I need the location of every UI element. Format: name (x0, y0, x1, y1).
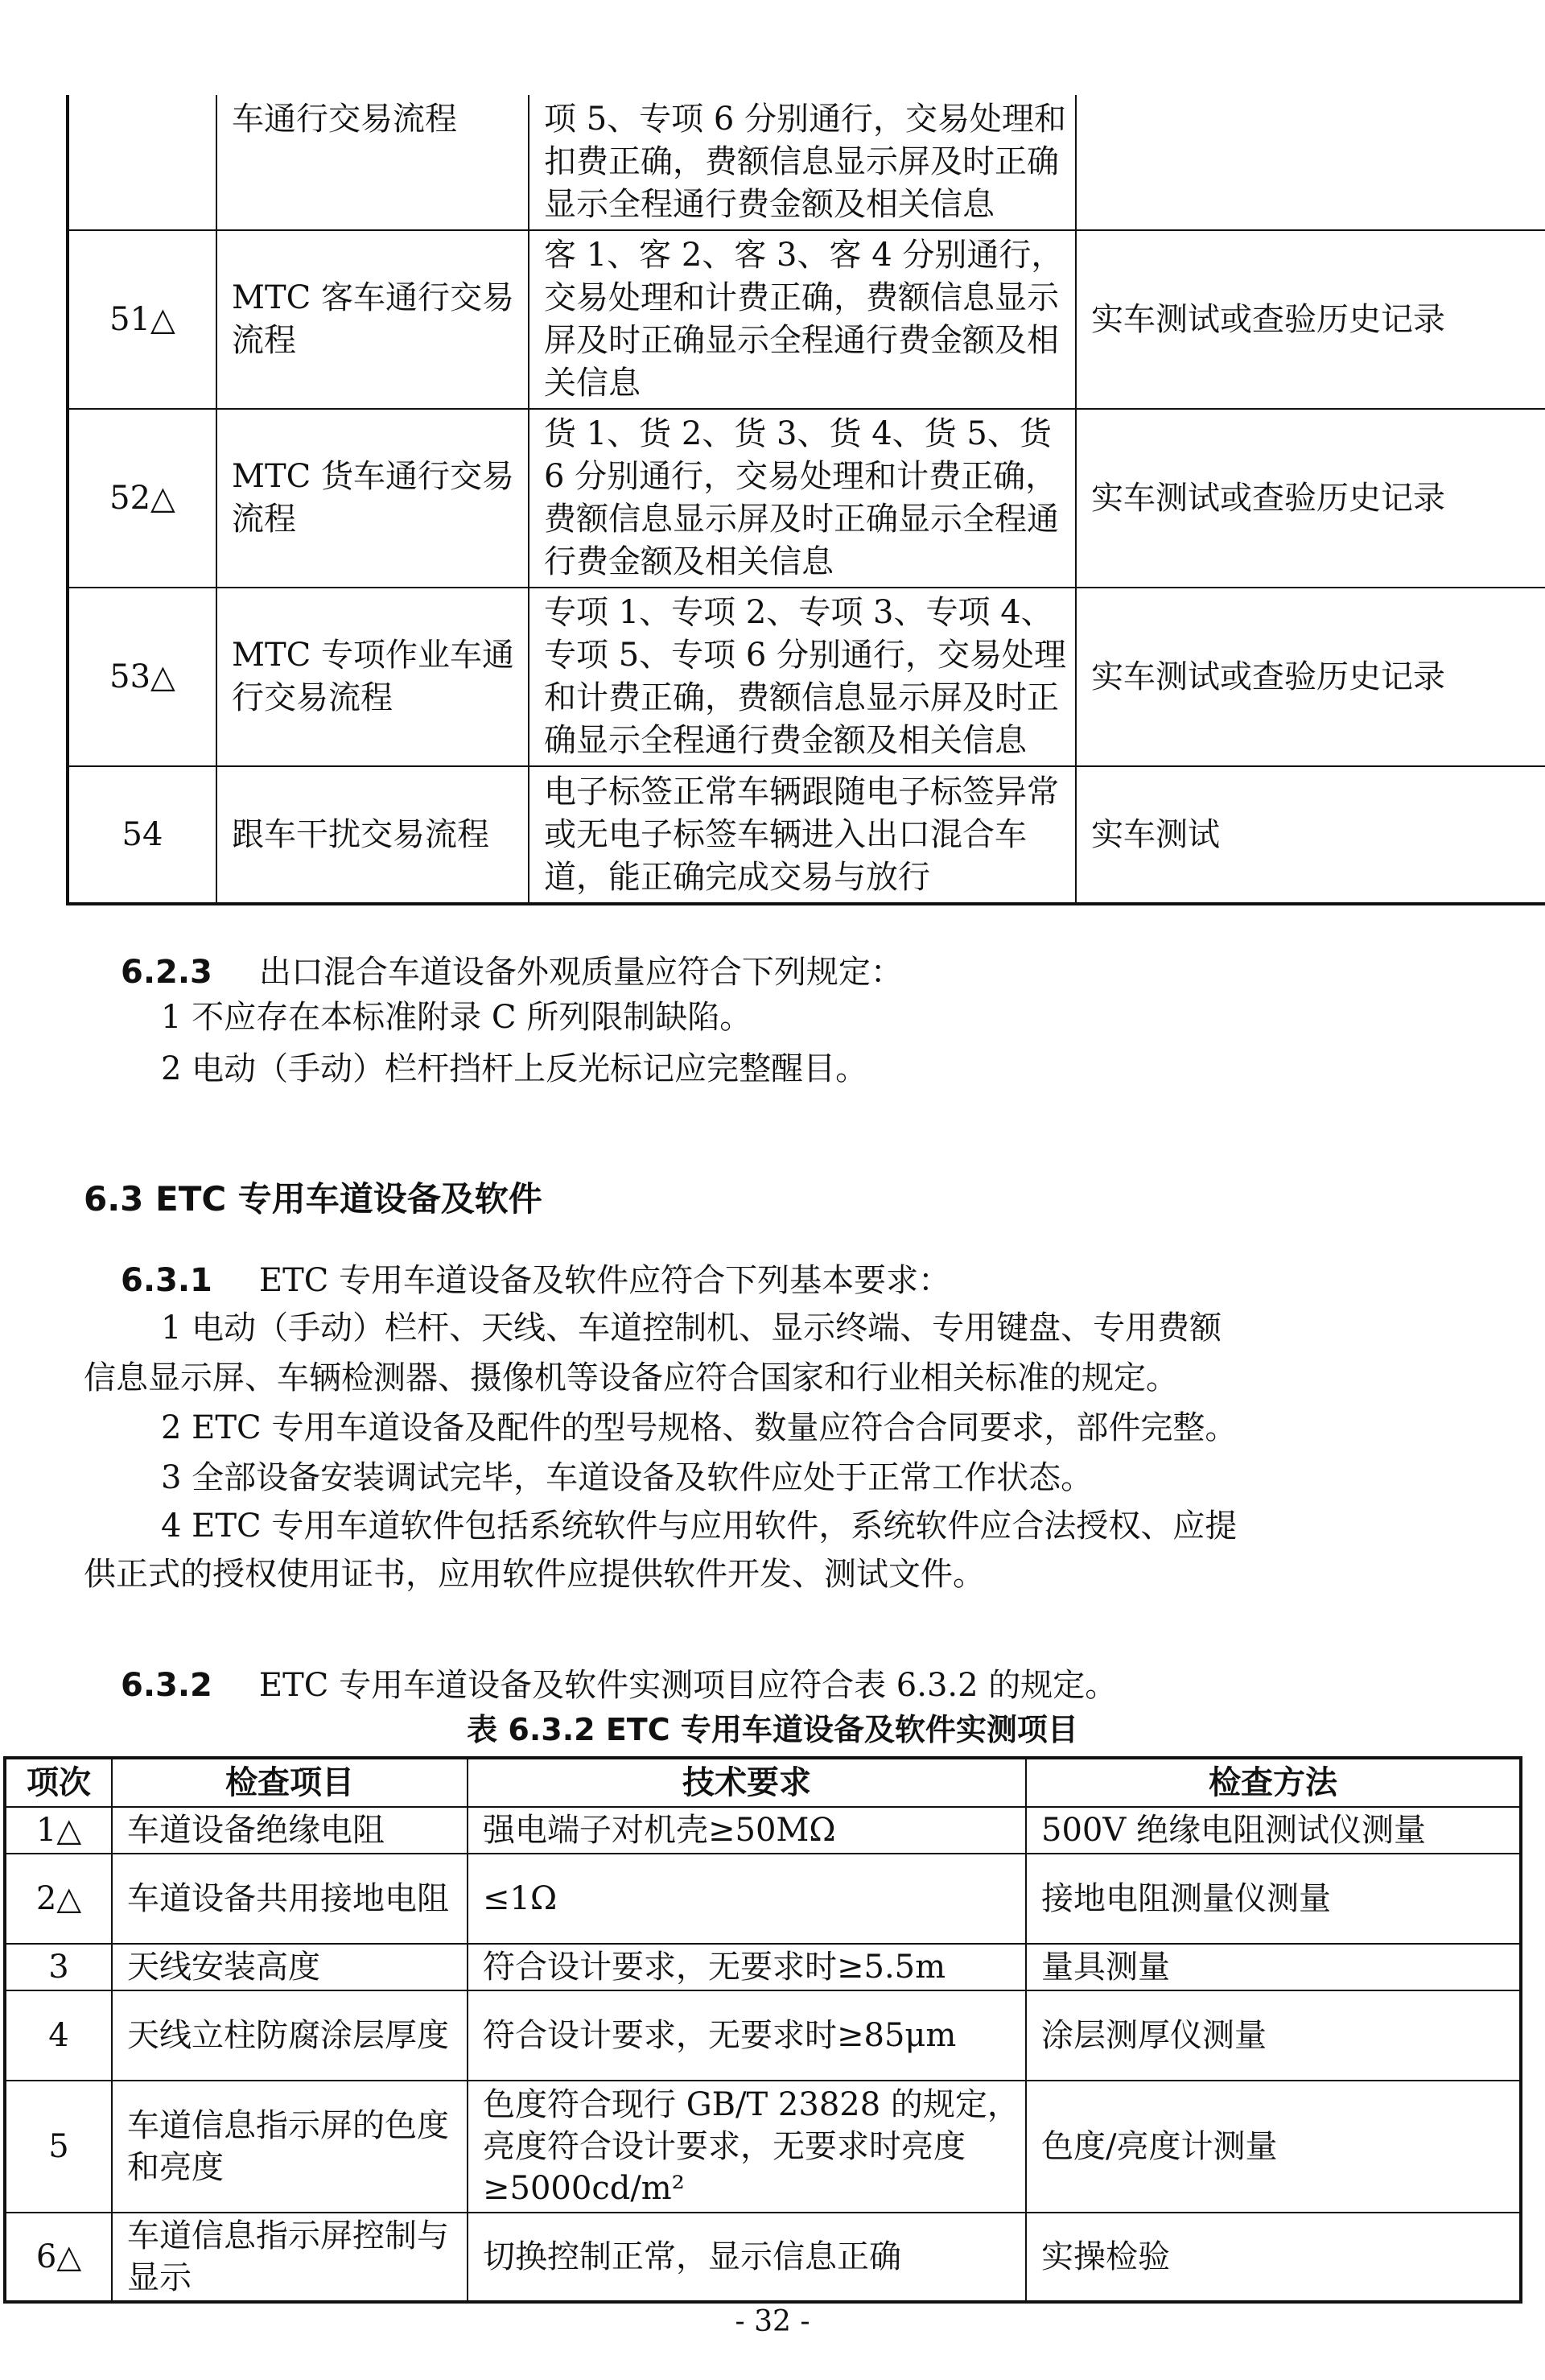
row-number: 2△ (5, 1854, 112, 1944)
clause-6-2-3 (121, 950, 903, 995)
technical-requirement: 专项 1、专项 2、专项 3、专项 4、专项 5、专项 6 分别通行，交易处理和计费正确，费额信息显示屏及时正确显示全程通行费金额及相关信息 (529, 588, 1076, 766)
check-method: 实操检验 (1026, 2213, 1521, 2302)
clause-item: 2 电动（手动）栏杆挡杆上反光标记应完整醒目。 (161, 1050, 868, 1087)
check-item: MTC 客车通行交易流程 (216, 230, 529, 409)
table-row (68, 766, 1545, 904)
row-number: 5 (5, 2081, 112, 2213)
check-method: 实车测试或查验历史记录 (1076, 230, 1545, 409)
technical-requirement: 强电端子对机壳≥50MΩ (468, 1807, 1026, 1854)
paragraph-line: 2 ETC 专用车道设备及配件的型号规格、数量应符合合同要求，部件完整。 (161, 1409, 1238, 1446)
check-item: 车道设备绝缘电阻 (112, 1807, 468, 1854)
column-header: 项次 (5, 1758, 112, 1807)
check-item: 车道信息指示屏控制与显示 (112, 2213, 468, 2302)
table-6-3-2 (3, 1756, 1522, 2304)
paragraph-line: 供正式的授权使用证书，应用软件应提供软件开发、测试文件。 (84, 1556, 985, 1593)
technical-requirement: 切换控制正常，显示信息正确 (468, 2213, 1026, 2302)
check-method: 量具测量 (1026, 1944, 1521, 1990)
table-row (68, 95, 1545, 230)
column-header: 技术要求 (468, 1758, 1026, 1807)
table-row (68, 230, 1545, 409)
check-item: MTC 货车通行交易流程 (216, 409, 529, 588)
technical-requirement: 符合设计要求，无要求时≥85μm (468, 1990, 1026, 2081)
table-header-row (5, 1758, 1521, 1807)
technical-requirement: 电子标签正常车辆跟随电子标签异常或无电子标签车辆进入出口混合车道，能正确完成交易与放行 (529, 766, 1076, 904)
row-number: 6△ (5, 2213, 112, 2302)
row-number (68, 95, 216, 230)
check-method: 涂层测厚仪测量 (1026, 1990, 1521, 2081)
technical-requirement: 符合设计要求，无要求时≥5.5m (468, 1944, 1026, 1990)
paragraph-line: 1 电动（手动）栏杆、天线、车道控制机、显示终端、专用键盘、专用费额 (161, 1310, 1222, 1347)
row-number: 54 (68, 766, 216, 904)
column-header: 检查项目 (112, 1758, 468, 1807)
row-number: 1△ (5, 1807, 112, 1854)
check-item: 跟车干扰交易流程 (216, 766, 529, 904)
row-number: 51△ (68, 230, 216, 409)
clause-item: 1 不应存在本标准附录 C 所列限制缺陷。 (161, 999, 752, 1036)
row-number: 3 (5, 1944, 112, 1990)
paragraph-line: 信息显示屏、车辆检测器、摄像机等设备应符合国家和行业相关标准的规定。 (84, 1359, 1178, 1396)
check-item: 车道设备共用接地电阻 (112, 1854, 468, 1944)
check-method: 接地电阻测量仪测量 (1026, 1854, 1521, 1944)
table-row (5, 2081, 1521, 2213)
check-item: 车通行交易流程 (216, 95, 529, 230)
technical-requirement: 项 5、专项 6 分别通行，交易处理和扣费正确，费额信息显示屏及时正确显示全程通行费金额及相关信息 (529, 95, 1076, 230)
column-header: 检查方法 (1026, 1758, 1521, 1807)
technical-requirement: 货 1、货 2、货 3、货 4、货 5、货 6 分别通行，交易处理和计费正确，费额信息显示屏及时正确显示全程通行费金额及相关信息 (529, 409, 1076, 588)
technical-requirement: 客 1、客 2、客 3、客 4 分别通行，交易处理和计费正确，费额信息显示屏及时正确显示全程通行费金额及相关信息 (529, 230, 1076, 409)
section-heading: 6.3 ETC 专用车道设备及软件 (84, 1179, 542, 1219)
clause-6-3-2 (121, 1663, 1117, 1708)
page-number: - 32 - (735, 2305, 810, 2338)
clause-text: ETC 专用车道设备及软件实测项目应符合表 6.3.2 的规定。 (258, 1667, 1118, 1704)
paragraph-line: 3 全部设备安装调试完毕，车道设备及软件应处于正常工作状态。 (161, 1459, 1094, 1496)
check-method: 实车测试或查验历史记录 (1076, 409, 1545, 588)
check-item: MTC 专项作业车通行交易流程 (216, 588, 529, 766)
technical-requirement: ≤1Ω (468, 1854, 1026, 1944)
table-caption: 表 6.3.2 ETC 专用车道设备及软件实测项目 (467, 1712, 1078, 1747)
check-method: 500V 绝缘电阻测试仪测量 (1026, 1807, 1521, 1854)
table-row (5, 1944, 1521, 1990)
row-number: 4 (5, 1990, 112, 2081)
table-row (5, 2213, 1521, 2302)
check-method: 色度/亮度计测量 (1026, 2081, 1521, 2213)
clause-number: 6.3.2 (121, 1667, 212, 1704)
table-row (5, 1990, 1521, 2081)
clause-text: 出口混合车道设备外观质量应符合下列规定： (258, 954, 903, 991)
clause-6-3-1 (121, 1258, 950, 1303)
top-table (66, 95, 1545, 905)
check-item: 车道信息指示屏的色度和亮度 (112, 2081, 468, 2213)
table-row (68, 588, 1545, 766)
technical-requirement: 色度符合现行 GB/T 23828 的规定，亮度符合设计要求，无要求时亮度≥5000cd/m² (468, 2081, 1026, 2213)
table-row (5, 1854, 1521, 1944)
row-number: 53△ (68, 588, 216, 766)
row-number: 52△ (68, 409, 216, 588)
check-method: 实车测试或查验历史记录 (1076, 588, 1545, 766)
check-method (1076, 95, 1545, 230)
table-row (5, 1807, 1521, 1854)
check-item: 天线安装高度 (112, 1944, 468, 1990)
clause-number: 6.2.3 (121, 954, 212, 991)
clause-number: 6.3.1 (121, 1262, 212, 1299)
clause-text: ETC 专用车道设备及软件应符合下列基本要求： (258, 1262, 951, 1299)
paragraph-line: 4 ETC 专用车道软件包括系统软件与应用软件，系统软件应合法授权、应提 (161, 1508, 1238, 1545)
check-method: 实车测试 (1076, 766, 1545, 904)
table-row (68, 409, 1545, 588)
check-item: 天线立柱防腐涂层厚度 (112, 1990, 468, 2081)
